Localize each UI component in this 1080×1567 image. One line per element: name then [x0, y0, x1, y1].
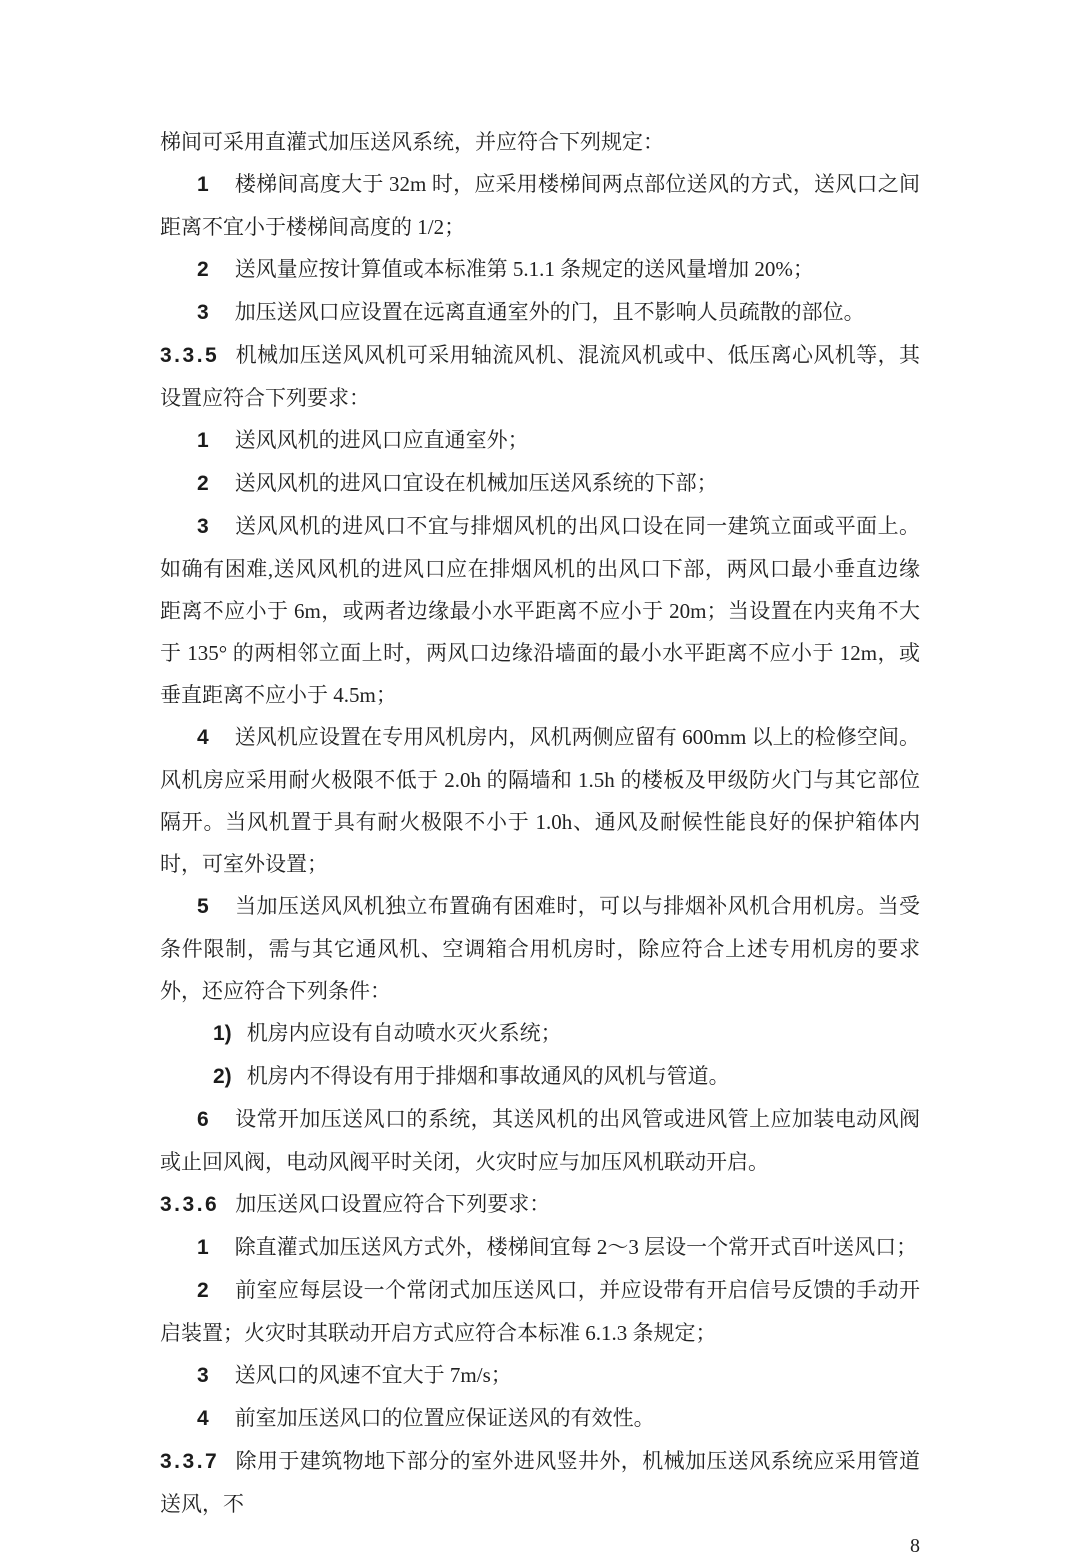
list-item	[160, 419, 920, 462]
paragraph-text: 除用于建筑物地下部分的室外进风竖井外，机械加压送风系统应采用管道送风，不	[160, 1449, 920, 1516]
list-item	[160, 885, 920, 1012]
list-item	[160, 505, 920, 716]
paragraph	[160, 121, 920, 163]
paragraph-text: 前室应每层设一个常闭式加压送风口，并应设带有开启信号反馈的手动开启装置；火灾时其联动开启方式应符合本标准 6.1.3 条规定；	[160, 1278, 920, 1345]
item-number: 1	[197, 173, 209, 196]
paragraph-text: 当加压送风风机独立布置确有困难时，可以与排烟补风机合用机房。当受条件限制，需与其它通风机、空调箱合用机房时，除应符合上述专用机房的要求外，还应符合下列条件：	[160, 894, 920, 1003]
item-number: 5	[197, 895, 209, 918]
list-item	[160, 1098, 920, 1183]
item-number: 3	[197, 515, 209, 538]
list-item	[160, 462, 920, 505]
paragraph-text: 送风风机的进风口应直通室外；	[234, 428, 529, 452]
item-number: 6	[197, 1108, 209, 1131]
list-item	[160, 1354, 920, 1397]
item-number: 3	[197, 1364, 209, 1387]
paragraph-text: 机房内应设有自动喷水灭火系统；	[246, 1021, 562, 1045]
list-item	[160, 1397, 920, 1440]
paragraph-text: 机械加压送风风机可采用轴流风机、混流风机或中、低压离心风机等，其设置应符合下列要求：	[160, 343, 920, 410]
paragraph-text: 梯间可采用直灌式加压送风系统，并应符合下列规定：	[160, 130, 664, 154]
list-item	[160, 1226, 920, 1269]
paragraph-text: 送风风机的进风口不宜与排烟风机的出风口设在同一建筑立面或平面上。如确有困难,送风风机的进风口应在排烟风机的出风口下部，两风口最小垂直边缘距离不应小于 6m，或两者边缘最小水平距离不应小于 20m；当设置在内夹角不大于 135° 的两相邻立面上时，两风口边缘沿墙面的最小水平距离不应小于 12m，或垂直距离不应小于 4.5m；	[160, 514, 920, 707]
paragraph-text: 设常开加压送风口的系统，其送风机的出风管或进风管上应加装电动风阀或止回风阀，电动风阀平时关闭，火灾时应与加压风机联动开启。	[160, 1107, 920, 1174]
paragraph-text: 机房内不得设有用于排烟和事故通风的风机与管道。	[246, 1064, 730, 1088]
clause-number: 3.3.5	[160, 344, 220, 367]
paragraph-text: 加压送风口应设置在远离直通室外的门，且不影响人员疏散的部位。	[234, 300, 865, 324]
item-number: 2	[197, 472, 209, 495]
clause-paragraph	[160, 334, 920, 419]
subitem-number: 1)	[213, 1022, 232, 1045]
clause-number: 3.3.7	[160, 1450, 220, 1473]
clause-paragraph	[160, 1183, 920, 1226]
item-number: 4	[197, 1407, 209, 1430]
list-item	[160, 163, 920, 248]
item-number: 1	[197, 1236, 209, 1259]
paragraph-text: 送风风机的进风口宜设在机械加压送风系统的下部；	[234, 471, 718, 495]
list-item	[160, 1269, 920, 1354]
paragraph-text: 除直灌式加压送风方式外，楼梯间宜每 2～3 层设一个常开式百叶送风口；	[234, 1235, 918, 1259]
document-body	[160, 121, 920, 1525]
list-item	[160, 716, 920, 885]
item-number: 2	[197, 258, 209, 281]
item-number: 4	[197, 726, 209, 749]
paragraph-text: 送风机应设置在专用风机房内，风机两侧应留有 600mm 以上的检修空间。风机房应采用耐火极限不低于 2.0h 的隔墙和 1.5h 的楼板及甲级防火门与其它部位隔开。当风机置于具有耐火极限不小于 1.0h、通风及耐候性能良好的保护箱体内时，可室外设置；	[160, 725, 920, 876]
item-number: 1	[197, 429, 209, 452]
paragraph-text: 送风口的风速不宜大于 7m/s；	[234, 1363, 512, 1387]
item-number: 3	[197, 301, 209, 324]
clause-number: 3.3.6	[160, 1193, 220, 1216]
sub-list-item	[160, 1012, 920, 1055]
paragraph-text: 楼梯间高度大于 32m 时，应采用楼梯间两点部位送风的方式，送风口之间距离不宜小于楼梯间高度的 1/2；	[160, 172, 920, 239]
paragraph-text: 加压送风口设置应符合下列要求：	[235, 1192, 551, 1216]
clause-paragraph	[160, 1440, 920, 1525]
list-item	[160, 291, 920, 334]
subitem-number: 2)	[213, 1065, 232, 1088]
item-number: 2	[197, 1279, 209, 1302]
page-number: 8	[910, 1535, 920, 1557]
paragraph-text: 送风量应按计算值或本标准第 5.1.1 条规定的送风量增加 20%；	[234, 257, 814, 281]
list-item	[160, 248, 920, 291]
paragraph-text: 前室加压送风口的位置应保证送风的有效性。	[234, 1406, 655, 1430]
sub-list-item	[160, 1055, 920, 1098]
